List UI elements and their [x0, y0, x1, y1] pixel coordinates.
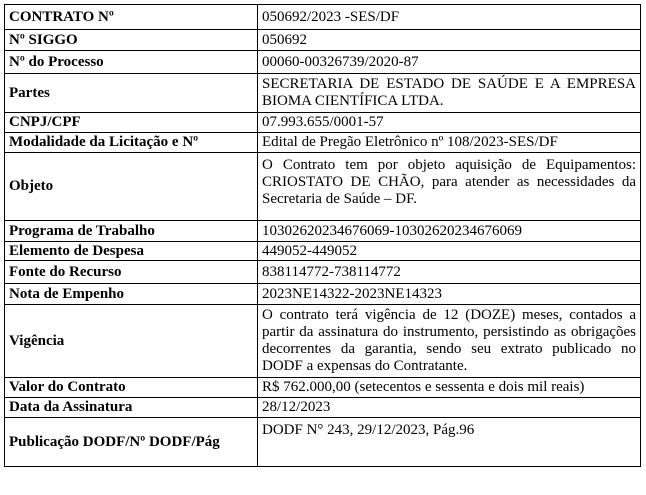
- row-value: 050692: [258, 30, 641, 51]
- table-row-publicacao: [5, 418, 641, 467]
- row-value: O Contrato tem por objeto aquisição de Equipamentos: CRIOSTATO DE CHÃO, para atender as necessidades da Secretaria de Saúde – DF.: [258, 153, 641, 221]
- row-label: Nº SIGGO: [5, 30, 258, 51]
- table-row-contrato: [5, 5, 641, 30]
- table-row-programa: [5, 221, 641, 242]
- row-label: Nº do Processo: [5, 51, 258, 74]
- table-row-processo: [5, 51, 641, 74]
- row-label: Nota de Empenho: [5, 284, 258, 305]
- row-label: Objeto: [5, 153, 258, 221]
- row-value: 2023NE14322-2023NE14323: [258, 284, 641, 305]
- table-row-empenho: [5, 284, 641, 305]
- table-row-data: [5, 398, 641, 418]
- row-label: Elemento de Despesa: [5, 242, 258, 261]
- row-value: 07.993.655/0001-57: [258, 113, 641, 133]
- table-row-objeto: [5, 153, 641, 221]
- table-row-vigencia: [5, 305, 641, 378]
- table-row-fonte: [5, 261, 641, 284]
- row-value: 449052-449052: [258, 242, 641, 261]
- row-label: Modalidade da Licitação e Nº: [5, 133, 258, 153]
- row-value: 838114772-738114772: [258, 261, 641, 284]
- table-row-partes: [5, 74, 641, 113]
- row-value: 00060-00326739/2020-87: [258, 51, 641, 74]
- row-label: Data da Assinatura: [5, 398, 258, 418]
- table-row-modalidade: [5, 133, 641, 153]
- row-value: 050692/2023 -SES/DF: [258, 5, 641, 30]
- row-label: CONTRATO Nº: [5, 5, 258, 30]
- table-row-valor: [5, 378, 641, 398]
- row-value: SECRETARIA DE ESTADO DE SAÚDE E A EMPRESA BIOMA CIENTÍFICA LTDA.: [258, 74, 641, 113]
- row-label: Vigência: [5, 305, 258, 378]
- row-value: O contrato terá vigência de 12 (DOZE) meses, contados a partir da assinatura do instrumento, persistindo as obrigações decorrentes da garantia, sendo seu extrato publicado no DODF a expensas do Contratante.: [258, 305, 641, 378]
- contract-summary-table: [4, 4, 641, 467]
- row-label: Fonte do Recurso: [5, 261, 258, 284]
- table-row-elemento: [5, 242, 641, 261]
- table-row-siggo: [5, 30, 641, 51]
- row-value: DODF N° 243, 29/12/2023, Pág.96: [258, 418, 641, 467]
- row-label: CNPJ/CPF: [5, 113, 258, 133]
- row-label: Valor do Contrato: [5, 378, 258, 398]
- table-row-cnpj: [5, 113, 641, 133]
- row-value: R$ 762.000,00 (setecentos e sessenta e dois mil reais): [258, 378, 641, 398]
- row-value: Edital de Pregão Eletrônico nº 108/2023-SES/DF: [258, 133, 641, 153]
- row-label: Programa de Trabalho: [5, 221, 258, 242]
- row-value: 28/12/2023: [258, 398, 641, 418]
- row-label: Publicação DODF/Nº DODF/Pág: [5, 418, 258, 467]
- row-label: Partes: [5, 74, 258, 113]
- row-value: 10302620234676069-10302620234676069: [258, 221, 641, 242]
